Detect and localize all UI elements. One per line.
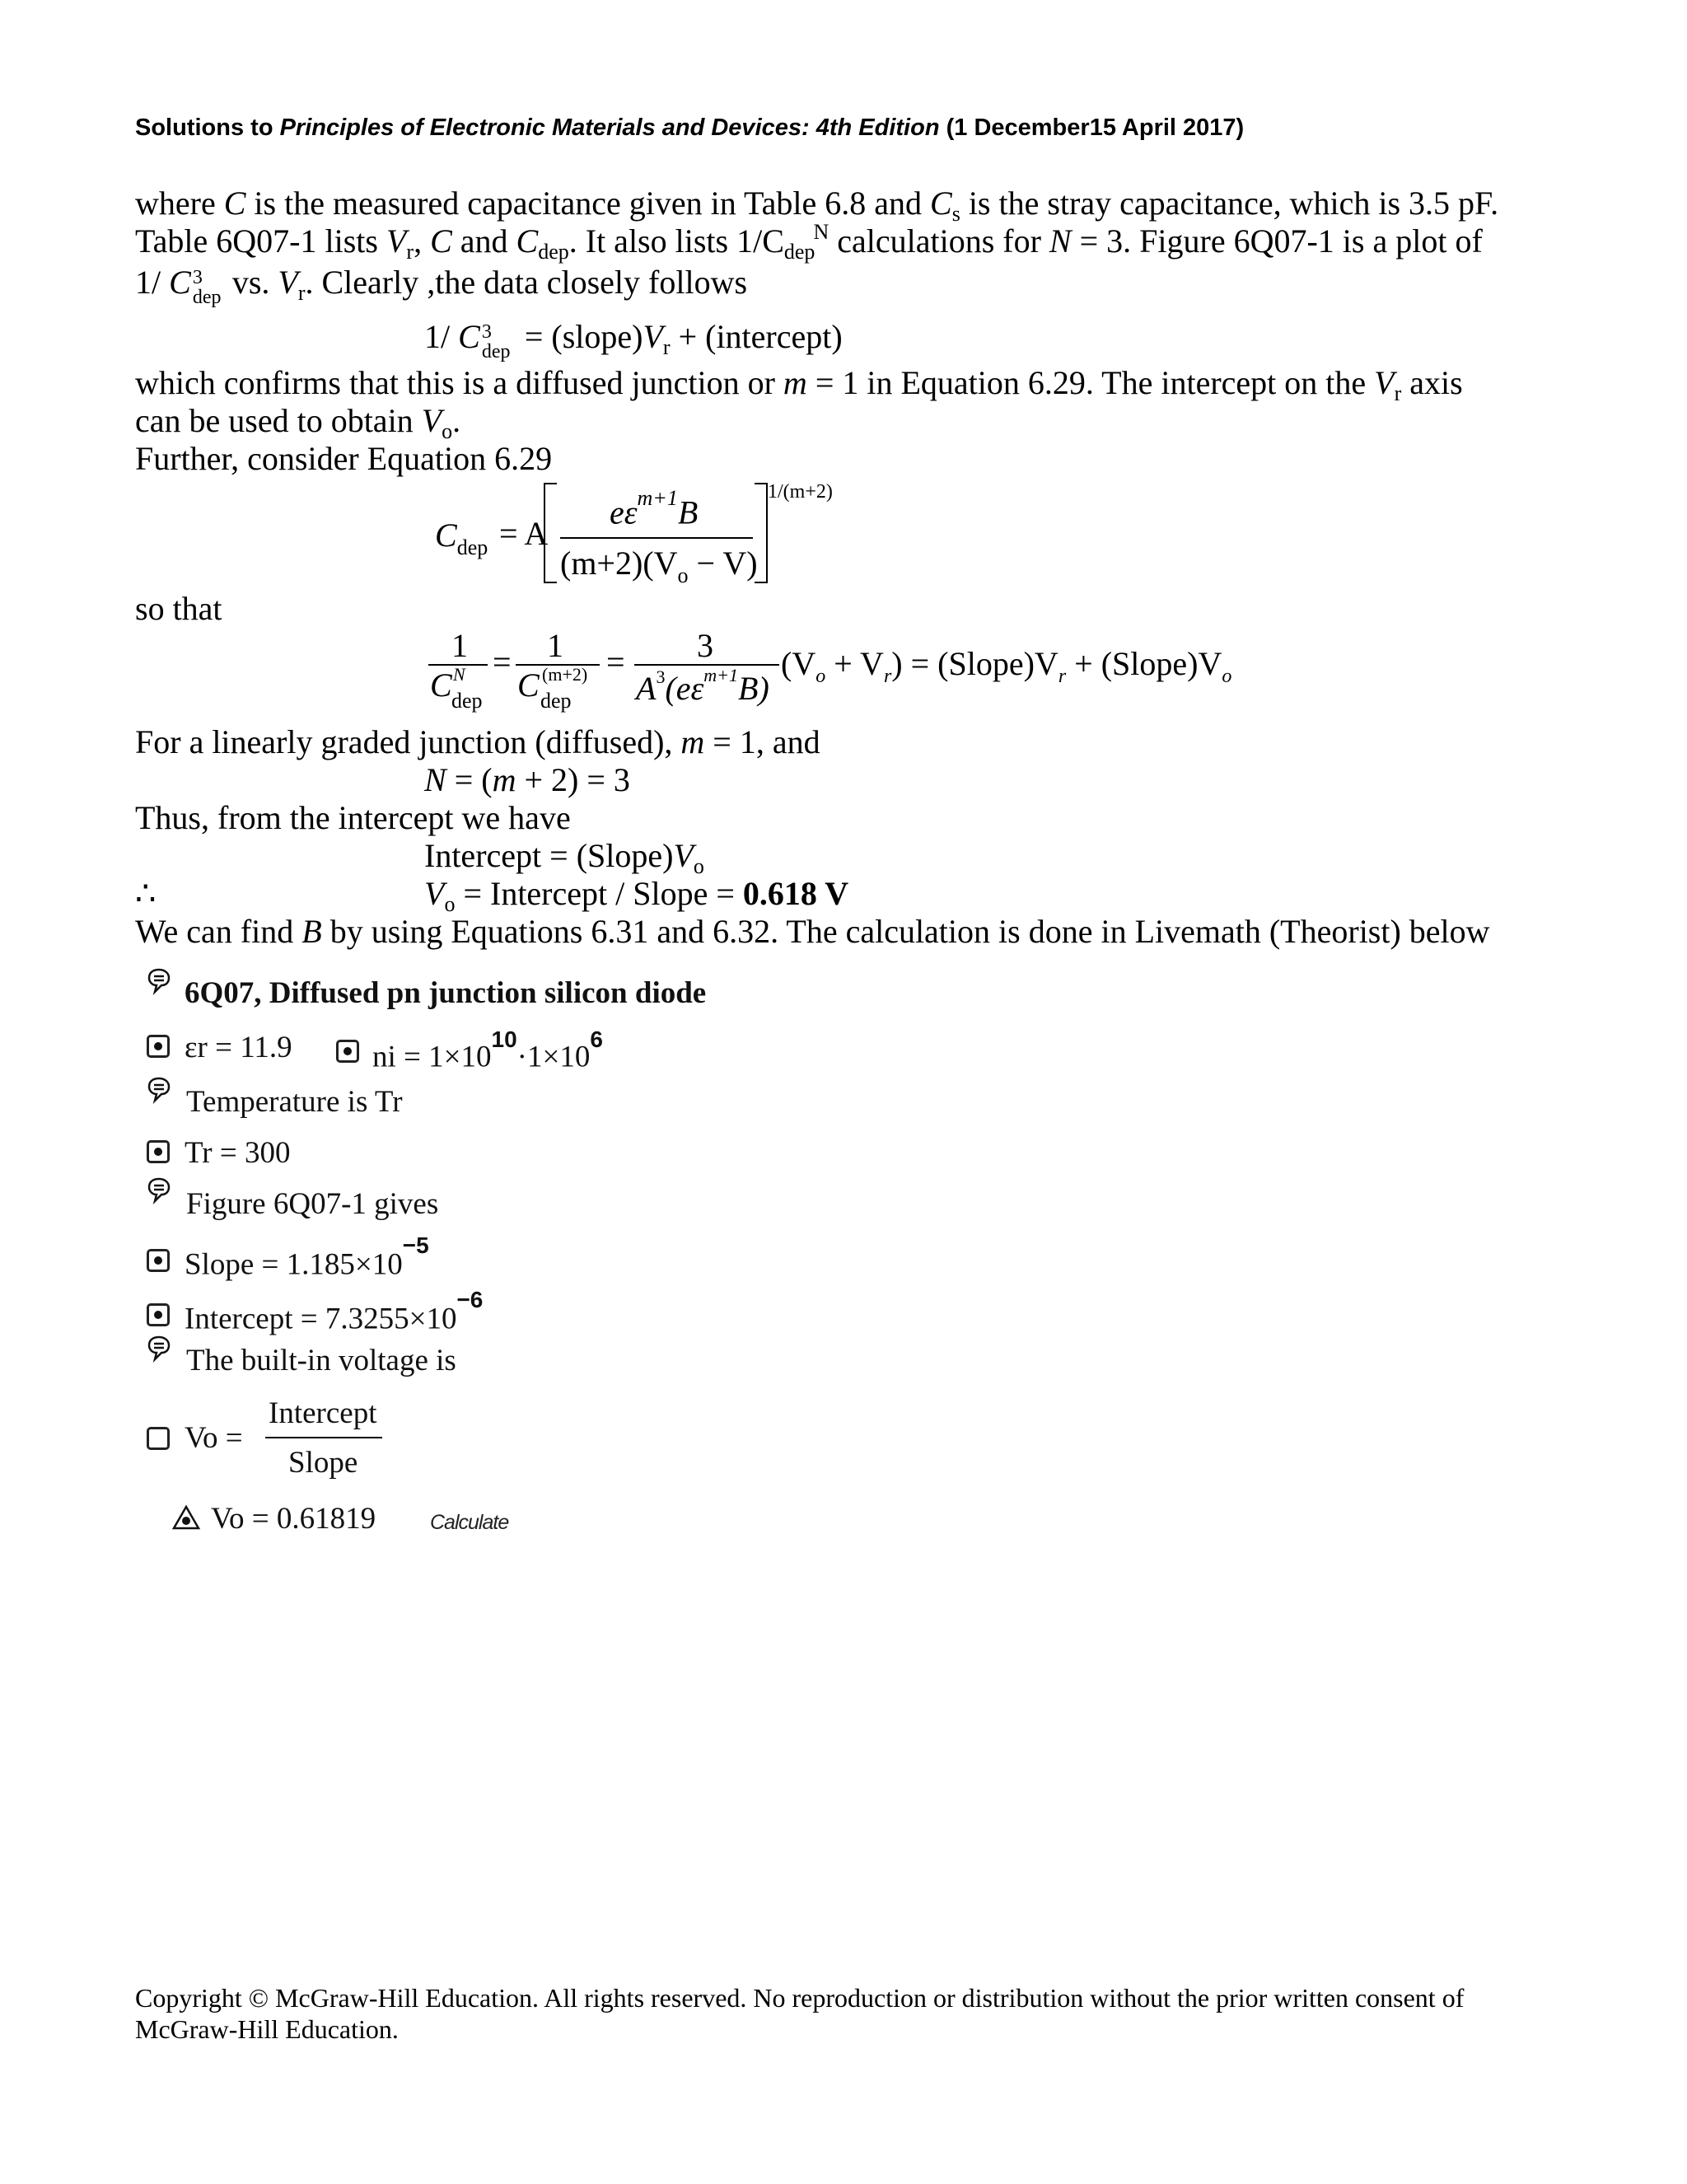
comment-icon[interactable] [147,1076,171,1104]
therefore-symbol: ∴ [135,875,157,912]
book-title: Principles of Electronic Materials and Devices: 4th Edition [279,115,940,141]
result-icon[interactable] [171,1504,201,1531]
slope-statement: Slope = $1.185\times 10^{-5}$ [185,1232,429,1282]
vo-numerator: Intercept [269,1396,377,1430]
paragraph-line: 1/ C 3 dep vs. $V_r$. Clearly ,the data closely follows [135,264,748,308]
equation-statement-icon[interactable] [147,1035,170,1058]
paragraph-line: Further, consider Equation 6.29 [135,440,553,477]
paragraph-line: where C is the measured capacitance given in Table 6.8 and $C_s$ is the stray capacitance, which is 3.5 pF. [135,185,1499,226]
equation-statement-icon[interactable] [147,1249,170,1272]
vo-result: 0.618 V [742,875,849,912]
comment-text: Temperature is Tr [186,1085,403,1119]
empty-statement-icon[interactable] [147,1427,170,1450]
comment-icon[interactable] [147,1335,171,1363]
calculate-button[interactable]: Calculate [430,1511,509,1534]
vo-result: Vo = 0.61819 [211,1502,376,1536]
paragraph-line: Table 6Q07-1 lists $V_r$, C and $C_{dep}$. It also lists $1/C_{dep}^N$ calculations for N = 3. Figure 6Q07-1 is a plot of [135,220,1483,264]
page-header: Solutions to Principles of Electronic Materials and Devices: 4th Edition (1 December15 April 2017) [135,115,1245,141]
equation-vo: $V_o$ = Intercept / Slope = 0.618 V [424,875,849,916]
paragraph-line: can be used to obtain $V_o$. [135,402,461,443]
equation-intercept: Intercept = $(Slope)V_o$ [424,837,704,878]
comment-text: The built-in voltage is [186,1344,456,1377]
paragraph-line: which confirms that this is a diffused junction or m = 1 in Equation 6.29. The intercept on the $V_r$ axis [135,364,1463,405]
equation-statement-icon[interactable] [336,1040,359,1063]
intercept-statement: Intercept = $7.3255\times 10^{-6}$ [185,1287,484,1336]
paragraph-line: Thus, from the intercept we have [135,799,571,836]
paragraph-line: For a linearly graded junction (diffused), m = 1, and [135,723,820,760]
equation-slope-intercept: 1/ C 3 dep = $(slope)V_r$ + (intercept) [424,318,843,362]
comment-icon[interactable] [147,1176,171,1204]
copyright-footer: Copyright © McGraw-Hill Education. All rights reserved. No reproduction or distribution without the prior written consent of McGraw-Hill Education. [135,1983,1465,2044]
comment-text: Figure 6Q07-1 gives [186,1187,439,1221]
comment-icon[interactable] [147,967,171,995]
ni-statement: ni = $1\times 10^{10}\cdot 1\times 10^6$ [372,1027,603,1074]
vo-denominator: Slope [288,1446,358,1480]
fraction-bar [265,1437,382,1438]
er-statement: εr = 11.9 [185,1031,292,1064]
equation-statement-icon[interactable] [147,1303,170,1326]
paragraph-line: We can find B by using Equations 6.31 and 6.32. The calculation is done in Livemath (Theorist) below [135,913,1490,950]
equation-n: N = (m + 2) = 3 [424,761,630,798]
vo-definition-lhs: Vo = [185,1421,243,1455]
livemath-title: 6Q07, Diffused pn junction silicon diode [185,976,707,1010]
equation-statement-icon[interactable] [147,1140,170,1163]
paragraph-line: so that [135,590,222,627]
tr-statement: Tr = 300 [185,1136,291,1170]
